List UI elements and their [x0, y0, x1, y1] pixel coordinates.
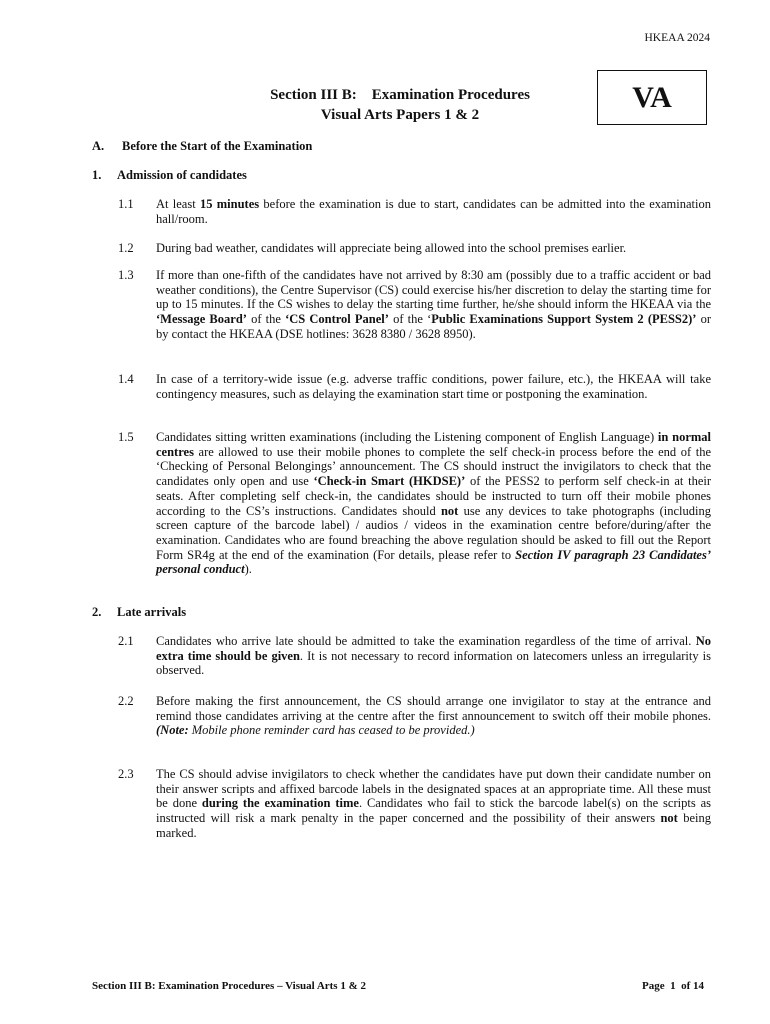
text-run: Candidates sitting written examinations (including the Listening component of English Language): [156, 430, 658, 444]
section-a-heading: [92, 139, 492, 154]
paragraph-1-2: [118, 241, 711, 256]
text-run: Mobile phone reminder card has ceased to be provided.): [188, 723, 475, 738]
text-run: No extra time should be given: [156, 634, 711, 663]
section-2-heading: [92, 605, 492, 620]
text-run: are allowed to use their mobile phones to complete the self check-in process before the end of the ‘Checking of Personal Belongings’ announcement. The CS should instruct the invigilators to check that the candidates only open and use: [156, 444, 711, 489]
text-run: Public Examinations Support System 2 (PESS2)’: [431, 312, 697, 327]
text-run: During bad weather, candidates will appreciate being allowed into the school premises earlier.: [156, 241, 627, 255]
paragraph-text: [156, 197, 711, 226]
text-run: not: [660, 811, 678, 826]
paragraph-1-3: [118, 268, 711, 342]
paragraph-number: 1.1: [118, 197, 134, 211]
text-run: ‘Check-in Smart (HKDSE)’: [313, 474, 466, 489]
title-line-2: Visual Arts Papers 1 & 2: [320, 107, 480, 123]
paragraph-text: [156, 241, 711, 256]
text-run: . It is not necessary to record information on latecomers unless an irregularity is observed.: [156, 648, 711, 678]
paragraph-number: 1.2: [118, 241, 134, 255]
paragraph-text: [156, 430, 711, 577]
section-1-number: 1.: [92, 168, 102, 182]
text-run: At least: [156, 197, 200, 211]
text-run: being marked.: [156, 811, 711, 840]
text-run: The CS should advise invigilators to check whether the candidates have put down their candidate number on their answer scripts and affixed barcode labels in the designated spaces at an appropriate time. All these must be done: [156, 767, 711, 811]
paragraph-number: 1.5: [118, 430, 134, 444]
document-header: HKEAA 2024: [644, 32, 710, 44]
text-run: during the examination time: [201, 796, 359, 811]
text-run: Before making the first announcement, the CS should arrange one invigilator to stay at the entrance and remind those candidates arriving at the centre after the first announcement to switch off their mobile phones.: [156, 694, 711, 723]
text-run: In case of a territory-wide issue (e.g. adverse traffic conditions, power failure, etc.), the HKEAA will take contingency measures, such as delaying the examination start time or postponing the examination.: [156, 372, 711, 401]
text-run: (Note:: [156, 723, 189, 738]
text-run: of the: [246, 312, 286, 327]
subject-badge: VA: [597, 70, 707, 125]
section-2-number: 2.: [92, 605, 102, 619]
text-run: ).: [244, 562, 252, 577]
paragraph-number: 2.2: [118, 694, 134, 708]
paragraph-text: [156, 767, 711, 841]
text-run: or by contact the HKEAA (DSE hotlines: 3628 8380 / 3628 8950).: [156, 312, 711, 341]
section-a-label: Before the Start of the Examination: [122, 139, 313, 153]
text-run: 15 minutes: [199, 197, 260, 211]
paragraph-text: [156, 694, 711, 738]
paragraph-number: 1.3: [118, 268, 134, 282]
paragraph-number: 2.1: [118, 634, 134, 648]
title-line-1: Section III B: Examination Procedures: [270, 87, 530, 103]
text-run: If more than one-fifth of the candidates have not arrived by 8:30 am (possibly due to a traffic accident or bad weather conditions), the Centre Supervisor (CS) could exercise his/her discretion to delay the starting time for up to 15 minutes. If the CS wishes to delay the starting time further, he/she should inform the HKEAA via the: [156, 268, 711, 312]
paragraph-text: [156, 372, 711, 401]
paragraph-number: 2.3: [118, 767, 134, 781]
footer-page-number: Page 1 of 14: [641, 980, 704, 992]
text-run: ‘CS Control Panel’: [285, 312, 389, 327]
paragraph-1-1: [118, 197, 711, 226]
paragraph-text: [156, 268, 711, 342]
footer-title: Section III B: Examination Procedures – Visual Arts 1 & 2: [92, 980, 366, 992]
text-run: ‘Message Board’: [156, 312, 247, 327]
paragraph-1-4: [118, 372, 711, 401]
paragraph-text: [156, 634, 711, 678]
page-title: [200, 85, 600, 125]
text-run: Section IV paragraph 23 Candidates’ personal conduct: [156, 547, 711, 577]
text-run: before the examination is due to start, candidates can be admitted into the examination hall/room.: [156, 197, 711, 226]
paragraph-2-2: [118, 694, 711, 738]
paragraph-2-1: [118, 634, 711, 678]
paragraph-2-3: [118, 767, 711, 841]
section-1-label: Admission of candidates: [117, 168, 247, 182]
text-run: of the PESS2 to perform self check-in at their seats. After completing self check-in, the candidates should be instructed to turn off their mobile phones according to the CS’s instructions. Candidates should: [156, 474, 711, 518]
text-run: in normal centres: [156, 430, 711, 459]
section-a-number: A.: [92, 139, 105, 153]
text-run: use any devices to take photographs (including screen capture of the barcode label) / audios / videos in the examination centre before/during/after the examination. Candidates who are found breaching the above regulation should be asked to fill out the Report Form SR4g at the end of the examination (For details, please refer to: [156, 503, 711, 562]
text-run: of the ‘: [388, 312, 432, 327]
text-run: . Candidates who fail to stick the barcode label(s) on the scripts as instructed will risk a mark penalty in the paper concerned and the possibility of their answers: [156, 796, 711, 826]
paragraph-number: 1.4: [118, 372, 134, 386]
paragraph-1-5: [118, 430, 711, 577]
section-2-label: Late arrivals: [117, 605, 187, 619]
section-1-heading: [92, 168, 492, 183]
text-run: not: [440, 503, 459, 518]
text-run: Candidates who arrive late should be admitted to take the examination regardless of the time of arrival.: [156, 634, 696, 648]
